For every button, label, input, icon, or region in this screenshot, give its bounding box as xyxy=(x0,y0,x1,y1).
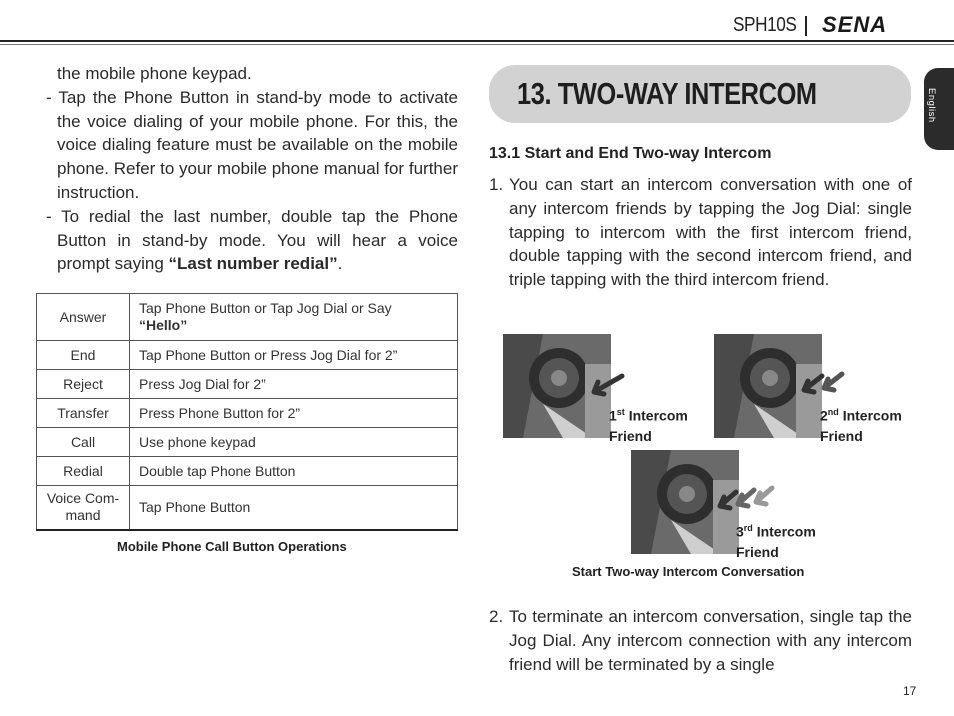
call-operations-table xyxy=(36,293,458,531)
label-sup: rd xyxy=(743,523,753,533)
label-text: Intercom xyxy=(756,523,816,540)
op-cell: Transfer xyxy=(37,399,130,428)
table-caption: Mobile Phone Call Button Operations xyxy=(117,539,347,554)
section-title: 13. TWO-WAY INTERCOM xyxy=(517,76,817,111)
step-1-text xyxy=(489,173,912,292)
table-row xyxy=(37,294,458,341)
table-row xyxy=(37,486,458,530)
subsection-title: 13.1 Start and End Two-way Intercom xyxy=(489,145,772,162)
label-text: Intercom xyxy=(842,407,902,424)
sena-logo xyxy=(820,12,918,36)
language-tab[interactable] xyxy=(924,68,954,150)
label-line2: Friend xyxy=(820,427,863,444)
arrow-double xyxy=(800,370,846,400)
label-sup: nd xyxy=(827,407,839,417)
step-1-body: You can start an intercom conversation with one of any intercom friends by tapping the Jog Dial: single tapping to intercom with the first intercom friend, double tapping with the second intercom friend, and triple tapping with the third intercom friend. xyxy=(509,175,912,290)
header-rule xyxy=(0,40,954,42)
action-cell: Use phone keypad xyxy=(130,428,458,457)
step-2 xyxy=(489,605,912,676)
step-1-number: 1. xyxy=(489,175,504,194)
label-line2: Friend xyxy=(736,543,779,560)
bullet-redial-end: . xyxy=(337,254,343,274)
table-row xyxy=(37,399,458,428)
op-cell: Reject xyxy=(37,370,130,399)
label-3rd-intercom xyxy=(736,518,816,562)
table-row xyxy=(37,457,458,486)
label-text: Intercom xyxy=(628,407,688,424)
step-1 xyxy=(489,173,912,292)
action-cell: Tap Phone Button or Press Jog Dial for 2” xyxy=(130,341,458,370)
op-cell: Redial xyxy=(37,457,130,486)
action-cell: Double tap Phone Button xyxy=(130,457,458,486)
bullet-redial-bold: “Last number redial” xyxy=(168,254,338,274)
action-text: Tap Phone Button or Tap Jog Dial or Say xyxy=(139,300,392,316)
action-bold: “Hello” xyxy=(139,317,188,333)
model-name: SPH10S xyxy=(733,14,797,36)
header-rule-thin xyxy=(0,44,954,45)
op-cell: End xyxy=(37,341,130,370)
step-2-number: 2. xyxy=(489,607,504,626)
paragraph: the mobile phone keypad. xyxy=(57,64,252,83)
bullet-redial xyxy=(37,205,458,276)
table-row xyxy=(37,428,458,457)
bullet-redial-text: - To redial the last number, double tap the Phone Button in stand-by mode. You will hear a voice prompt saying xyxy=(46,206,458,274)
label-line2: Friend xyxy=(609,427,652,444)
action-cell xyxy=(130,294,458,341)
label-num: 3 xyxy=(736,523,744,540)
table-row xyxy=(37,370,458,399)
op-cell: Voice Com- mand xyxy=(37,486,130,530)
arrow-single xyxy=(588,372,628,402)
action-cell: Press Jog Dial for 2” xyxy=(130,370,458,399)
label-1st-intercom xyxy=(609,402,688,446)
label-sup: st xyxy=(616,407,625,417)
page-number: 17 xyxy=(903,684,917,698)
label-num: 2 xyxy=(820,407,828,424)
left-column-text xyxy=(37,62,458,276)
language-label: English xyxy=(926,88,937,123)
bullet-voice-dial: - Tap the Phone Button in stand-by mode to activate the voice dialing of your mobile phone. For this, the voice dialing feature must be available on the mobile phone. Refer to your mobile phone manual for further instruction. xyxy=(46,87,458,202)
action-cell: Press Phone Button for 2” xyxy=(130,399,458,428)
section-title-bar xyxy=(489,65,911,123)
action-cell: Tap Phone Button xyxy=(130,486,458,530)
table-row xyxy=(37,341,458,370)
label-2nd-intercom xyxy=(820,402,902,446)
op-cell: Answer xyxy=(37,294,130,341)
label-num: 1 xyxy=(609,407,617,424)
figure-caption: Start Two-way Intercom Conversation xyxy=(572,564,805,579)
step-2-text xyxy=(489,605,912,676)
arrow-triple xyxy=(716,484,778,516)
header-separator xyxy=(805,16,807,36)
sena-logo-text: SENA xyxy=(822,12,888,36)
step-2-body: To terminate an intercom conversation, single tap the Jog Dial. Any intercom connection with any intercom friend will be terminated by a single xyxy=(509,607,912,674)
op-cell: Call xyxy=(37,428,130,457)
